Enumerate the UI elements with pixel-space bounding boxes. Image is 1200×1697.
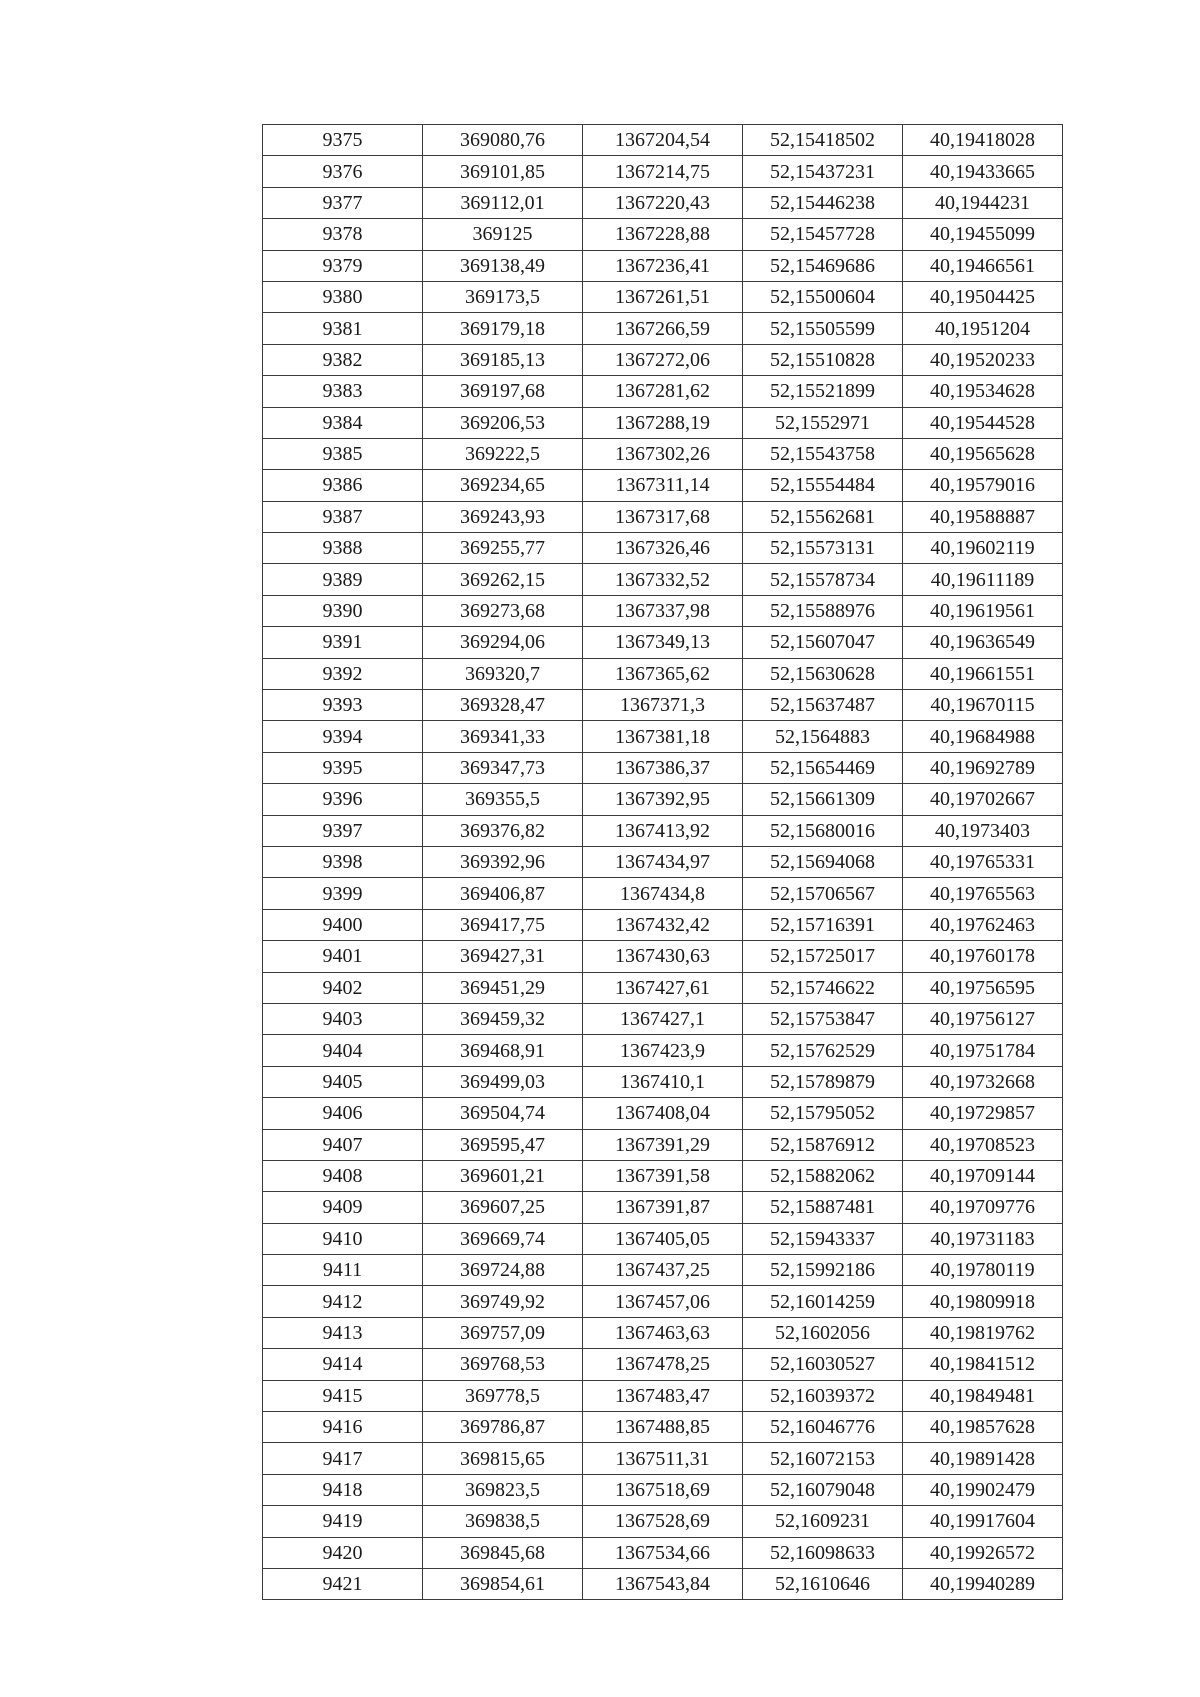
latitude-cell: 52,16079048 [743,1474,903,1505]
point-number-cell: 9410 [263,1223,423,1254]
table-row [263,1129,1063,1160]
x-coordinate-cell: 369255,77 [423,533,583,564]
table-row [263,1035,1063,1066]
latitude-cell: 52,16098633 [743,1537,903,1568]
point-number-cell: 9413 [263,1317,423,1348]
latitude-cell: 52,1602056 [743,1317,903,1348]
point-number-cell: 9386 [263,470,423,501]
y-coordinate-cell: 1367427,61 [583,972,743,1003]
y-coordinate-cell: 1367337,98 [583,595,743,626]
table-row [263,1003,1063,1034]
latitude-cell: 52,16014259 [743,1286,903,1317]
x-coordinate-cell: 369724,88 [423,1255,583,1286]
y-coordinate-cell: 1367478,25 [583,1349,743,1380]
table-row [263,1506,1063,1537]
table-row [263,438,1063,469]
table-row [263,407,1063,438]
longitude-cell: 40,19602119 [903,533,1063,564]
y-coordinate-cell: 1367272,06 [583,344,743,375]
y-coordinate-cell: 1367392,95 [583,784,743,815]
latitude-cell: 52,16046776 [743,1412,903,1443]
y-coordinate-cell: 1367483,47 [583,1380,743,1411]
latitude-cell: 52,1610646 [743,1568,903,1599]
table-row [263,1349,1063,1380]
point-number-cell: 9376 [263,156,423,187]
point-number-cell: 9411 [263,1255,423,1286]
x-coordinate-cell: 369206,53 [423,407,583,438]
longitude-cell: 40,19692789 [903,752,1063,783]
latitude-cell: 52,15437231 [743,156,903,187]
point-number-cell: 9399 [263,878,423,909]
y-coordinate-cell: 1367214,75 [583,156,743,187]
longitude-cell: 40,19940289 [903,1568,1063,1599]
y-coordinate-cell: 1367434,8 [583,878,743,909]
y-coordinate-cell: 1367430,63 [583,941,743,972]
y-coordinate-cell: 1367543,84 [583,1568,743,1599]
latitude-cell: 52,15543758 [743,438,903,469]
latitude-cell: 52,1564883 [743,721,903,752]
y-coordinate-cell: 1367261,51 [583,281,743,312]
longitude-cell: 40,19780119 [903,1255,1063,1286]
latitude-cell: 52,15746622 [743,972,903,1003]
table-row [263,972,1063,1003]
table-row [263,1412,1063,1443]
latitude-cell: 52,15654469 [743,752,903,783]
point-number-cell: 9407 [263,1129,423,1160]
point-number-cell: 9395 [263,752,423,783]
latitude-cell: 52,15457728 [743,219,903,250]
x-coordinate-cell: 369273,68 [423,595,583,626]
longitude-cell: 40,19765563 [903,878,1063,909]
longitude-cell: 40,19709144 [903,1160,1063,1191]
y-coordinate-cell: 1367371,3 [583,690,743,721]
x-coordinate-cell: 369112,01 [423,187,583,218]
coordinates-table-body [263,125,1063,1600]
latitude-cell: 52,1609231 [743,1506,903,1537]
y-coordinate-cell: 1367326,46 [583,533,743,564]
x-coordinate-cell: 369179,18 [423,313,583,344]
y-coordinate-cell: 1367391,29 [583,1129,743,1160]
table-row [263,564,1063,595]
y-coordinate-cell: 1367528,69 [583,1506,743,1537]
point-number-cell: 9416 [263,1412,423,1443]
table-row [263,501,1063,532]
longitude-cell: 40,1951204 [903,313,1063,344]
y-coordinate-cell: 1367463,63 [583,1317,743,1348]
x-coordinate-cell: 369768,53 [423,1349,583,1380]
longitude-cell: 40,19534628 [903,376,1063,407]
point-number-cell: 9382 [263,344,423,375]
latitude-cell: 52,15753847 [743,1003,903,1034]
y-coordinate-cell: 1367518,69 [583,1474,743,1505]
table-row [263,1286,1063,1317]
table-row [263,1192,1063,1223]
longitude-cell: 40,19709776 [903,1192,1063,1223]
latitude-cell: 52,15992186 [743,1255,903,1286]
longitude-cell: 40,19466561 [903,250,1063,281]
point-number-cell: 9392 [263,658,423,689]
table-row [263,250,1063,281]
y-coordinate-cell: 1367391,87 [583,1192,743,1223]
y-coordinate-cell: 1367437,25 [583,1255,743,1286]
y-coordinate-cell: 1367311,14 [583,470,743,501]
x-coordinate-cell: 369815,65 [423,1443,583,1474]
longitude-cell: 40,1973403 [903,815,1063,846]
table-row [263,909,1063,940]
latitude-cell: 52,15510828 [743,344,903,375]
x-coordinate-cell: 369243,93 [423,501,583,532]
latitude-cell: 52,15562681 [743,501,903,532]
point-number-cell: 9383 [263,376,423,407]
longitude-cell: 40,19731183 [903,1223,1063,1254]
latitude-cell: 52,15554484 [743,470,903,501]
longitude-cell: 40,19418028 [903,125,1063,156]
latitude-cell: 52,15716391 [743,909,903,940]
point-number-cell: 9402 [263,972,423,1003]
latitude-cell: 52,16039372 [743,1380,903,1411]
point-number-cell: 9390 [263,595,423,626]
table-row [263,752,1063,783]
x-coordinate-cell: 369451,29 [423,972,583,1003]
latitude-cell: 52,15876912 [743,1129,903,1160]
x-coordinate-cell: 369607,25 [423,1192,583,1223]
point-number-cell: 9387 [263,501,423,532]
table-row [263,125,1063,156]
y-coordinate-cell: 1367365,62 [583,658,743,689]
x-coordinate-cell: 369427,31 [423,941,583,972]
y-coordinate-cell: 1367410,1 [583,1066,743,1097]
y-coordinate-cell: 1367413,92 [583,815,743,846]
longitude-cell: 40,19765331 [903,846,1063,877]
table-row [263,376,1063,407]
table-row [263,784,1063,815]
longitude-cell: 40,19751784 [903,1035,1063,1066]
longitude-cell: 40,19565628 [903,438,1063,469]
longitude-cell: 40,19819762 [903,1317,1063,1348]
longitude-cell: 40,19809918 [903,1286,1063,1317]
y-coordinate-cell: 1367381,18 [583,721,743,752]
x-coordinate-cell: 369347,73 [423,752,583,783]
longitude-cell: 40,19433665 [903,156,1063,187]
point-number-cell: 9421 [263,1568,423,1599]
table-row [263,1568,1063,1599]
y-coordinate-cell: 1367423,9 [583,1035,743,1066]
latitude-cell: 52,15882062 [743,1160,903,1191]
longitude-cell: 40,19708523 [903,1129,1063,1160]
table-row [263,313,1063,344]
y-coordinate-cell: 1367391,58 [583,1160,743,1191]
longitude-cell: 40,19729857 [903,1098,1063,1129]
x-coordinate-cell: 369757,09 [423,1317,583,1348]
y-coordinate-cell: 1367220,43 [583,187,743,218]
longitude-cell: 40,19762463 [903,909,1063,940]
table-row [263,1474,1063,1505]
table-row [263,219,1063,250]
latitude-cell: 52,15762529 [743,1035,903,1066]
y-coordinate-cell: 1367432,42 [583,909,743,940]
latitude-cell: 52,15469686 [743,250,903,281]
y-coordinate-cell: 1367266,59 [583,313,743,344]
x-coordinate-cell: 369173,5 [423,281,583,312]
point-number-cell: 9400 [263,909,423,940]
x-coordinate-cell: 369417,75 [423,909,583,940]
longitude-cell: 40,19926572 [903,1537,1063,1568]
y-coordinate-cell: 1367204,54 [583,125,743,156]
y-coordinate-cell: 1367434,97 [583,846,743,877]
y-coordinate-cell: 1367427,1 [583,1003,743,1034]
x-coordinate-cell: 369341,33 [423,721,583,752]
table-row [263,1537,1063,1568]
table-row [263,156,1063,187]
y-coordinate-cell: 1367349,13 [583,627,743,658]
table-row [263,533,1063,564]
x-coordinate-cell: 369499,03 [423,1066,583,1097]
latitude-cell: 52,15887481 [743,1192,903,1223]
y-coordinate-cell: 1367317,68 [583,501,743,532]
point-number-cell: 9415 [263,1380,423,1411]
x-coordinate-cell: 369101,85 [423,156,583,187]
point-number-cell: 9412 [263,1286,423,1317]
latitude-cell: 52,15661309 [743,784,903,815]
x-coordinate-cell: 369222,5 [423,438,583,469]
table-row [263,815,1063,846]
x-coordinate-cell: 369262,15 [423,564,583,595]
point-number-cell: 9420 [263,1537,423,1568]
point-number-cell: 9409 [263,1192,423,1223]
point-number-cell: 9398 [263,846,423,877]
x-coordinate-cell: 369749,92 [423,1286,583,1317]
x-coordinate-cell: 369125 [423,219,583,250]
table-row [263,1443,1063,1474]
longitude-cell: 40,19760178 [903,941,1063,972]
point-number-cell: 9394 [263,721,423,752]
longitude-cell: 40,19917604 [903,1506,1063,1537]
y-coordinate-cell: 1367457,06 [583,1286,743,1317]
x-coordinate-cell: 369320,7 [423,658,583,689]
longitude-cell: 40,19619561 [903,595,1063,626]
y-coordinate-cell: 1367488,85 [583,1412,743,1443]
longitude-cell: 40,19684988 [903,721,1063,752]
y-coordinate-cell: 1367408,04 [583,1098,743,1129]
latitude-cell: 52,15795052 [743,1098,903,1129]
point-number-cell: 9408 [263,1160,423,1191]
x-coordinate-cell: 369185,13 [423,344,583,375]
longitude-cell: 40,19636549 [903,627,1063,658]
table-row [263,690,1063,721]
y-coordinate-cell: 1367228,88 [583,219,743,250]
longitude-cell: 40,19702667 [903,784,1063,815]
table-row [263,595,1063,626]
latitude-cell: 52,15943337 [743,1223,903,1254]
longitude-cell: 40,19756595 [903,972,1063,1003]
longitude-cell: 40,19902479 [903,1474,1063,1505]
x-coordinate-cell: 369355,5 [423,784,583,815]
y-coordinate-cell: 1367288,19 [583,407,743,438]
y-coordinate-cell: 1367302,26 [583,438,743,469]
latitude-cell: 52,15637487 [743,690,903,721]
latitude-cell: 52,16030527 [743,1349,903,1380]
latitude-cell: 52,15573131 [743,533,903,564]
latitude-cell: 52,15578734 [743,564,903,595]
x-coordinate-cell: 369328,47 [423,690,583,721]
x-coordinate-cell: 369406,87 [423,878,583,909]
table-row [263,281,1063,312]
x-coordinate-cell: 369786,87 [423,1412,583,1443]
coordinates-table [262,124,1063,1600]
point-number-cell: 9377 [263,187,423,218]
longitude-cell: 40,19455099 [903,219,1063,250]
x-coordinate-cell: 369778,5 [423,1380,583,1411]
point-number-cell: 9389 [263,564,423,595]
point-number-cell: 9388 [263,533,423,564]
x-coordinate-cell: 369138,49 [423,250,583,281]
latitude-cell: 52,15418502 [743,125,903,156]
table-row [263,1160,1063,1191]
y-coordinate-cell: 1367386,37 [583,752,743,783]
table-row [263,658,1063,689]
longitude-cell: 40,19849481 [903,1380,1063,1411]
y-coordinate-cell: 1367534,66 [583,1537,743,1568]
point-number-cell: 9393 [263,690,423,721]
latitude-cell: 52,16072153 [743,1443,903,1474]
point-number-cell: 9380 [263,281,423,312]
point-number-cell: 9391 [263,627,423,658]
table-row [263,470,1063,501]
table-row [263,1098,1063,1129]
latitude-cell: 52,15680016 [743,815,903,846]
table-row [263,1066,1063,1097]
x-coordinate-cell: 369376,82 [423,815,583,846]
latitude-cell: 52,15500604 [743,281,903,312]
point-number-cell: 9406 [263,1098,423,1129]
latitude-cell: 52,15588976 [743,595,903,626]
point-number-cell: 9385 [263,438,423,469]
table-row [263,878,1063,909]
y-coordinate-cell: 1367405,05 [583,1223,743,1254]
point-number-cell: 9419 [263,1506,423,1537]
point-number-cell: 9379 [263,250,423,281]
latitude-cell: 52,1552971 [743,407,903,438]
table-row [263,1317,1063,1348]
x-coordinate-cell: 369504,74 [423,1098,583,1129]
point-number-cell: 9378 [263,219,423,250]
point-number-cell: 9396 [263,784,423,815]
table-row [263,1380,1063,1411]
y-coordinate-cell: 1367281,62 [583,376,743,407]
y-coordinate-cell: 1367236,41 [583,250,743,281]
point-number-cell: 9418 [263,1474,423,1505]
longitude-cell: 40,19520233 [903,344,1063,375]
x-coordinate-cell: 369468,91 [423,1035,583,1066]
latitude-cell: 52,15521899 [743,376,903,407]
latitude-cell: 52,15694068 [743,846,903,877]
x-coordinate-cell: 369294,06 [423,627,583,658]
point-number-cell: 9381 [263,313,423,344]
latitude-cell: 52,15505599 [743,313,903,344]
latitude-cell: 52,15725017 [743,941,903,972]
longitude-cell: 40,1944231 [903,187,1063,218]
table-row [263,187,1063,218]
x-coordinate-cell: 369392,96 [423,846,583,877]
latitude-cell: 52,15706567 [743,878,903,909]
table-row [263,721,1063,752]
table-row [263,344,1063,375]
latitude-cell: 52,15789879 [743,1066,903,1097]
x-coordinate-cell: 369601,21 [423,1160,583,1191]
point-number-cell: 9405 [263,1066,423,1097]
latitude-cell: 52,15607047 [743,627,903,658]
longitude-cell: 40,19670115 [903,690,1063,721]
table-row [263,627,1063,658]
point-number-cell: 9404 [263,1035,423,1066]
x-coordinate-cell: 369197,68 [423,376,583,407]
latitude-cell: 52,15630628 [743,658,903,689]
longitude-cell: 40,19504425 [903,281,1063,312]
latitude-cell: 52,15446238 [743,187,903,218]
x-coordinate-cell: 369234,65 [423,470,583,501]
longitude-cell: 40,19579016 [903,470,1063,501]
table-row [263,1223,1063,1254]
x-coordinate-cell: 369854,61 [423,1568,583,1599]
table-row [263,1255,1063,1286]
longitude-cell: 40,19588887 [903,501,1063,532]
point-number-cell: 9397 [263,815,423,846]
y-coordinate-cell: 1367511,31 [583,1443,743,1474]
y-coordinate-cell: 1367332,52 [583,564,743,595]
x-coordinate-cell: 369838,5 [423,1506,583,1537]
longitude-cell: 40,19544528 [903,407,1063,438]
x-coordinate-cell: 369823,5 [423,1474,583,1505]
point-number-cell: 9401 [263,941,423,972]
longitude-cell: 40,19857628 [903,1412,1063,1443]
point-number-cell: 9417 [263,1443,423,1474]
longitude-cell: 40,19756127 [903,1003,1063,1034]
longitude-cell: 40,19841512 [903,1349,1063,1380]
table-row [263,846,1063,877]
x-coordinate-cell: 369845,68 [423,1537,583,1568]
x-coordinate-cell: 369595,47 [423,1129,583,1160]
point-number-cell: 9403 [263,1003,423,1034]
point-number-cell: 9375 [263,125,423,156]
longitude-cell: 40,19611189 [903,564,1063,595]
longitude-cell: 40,19891428 [903,1443,1063,1474]
longitude-cell: 40,19661551 [903,658,1063,689]
point-number-cell: 9384 [263,407,423,438]
x-coordinate-cell: 369669,74 [423,1223,583,1254]
x-coordinate-cell: 369080,76 [423,125,583,156]
table-row [263,941,1063,972]
point-number-cell: 9414 [263,1349,423,1380]
longitude-cell: 40,19732668 [903,1066,1063,1097]
x-coordinate-cell: 369459,32 [423,1003,583,1034]
